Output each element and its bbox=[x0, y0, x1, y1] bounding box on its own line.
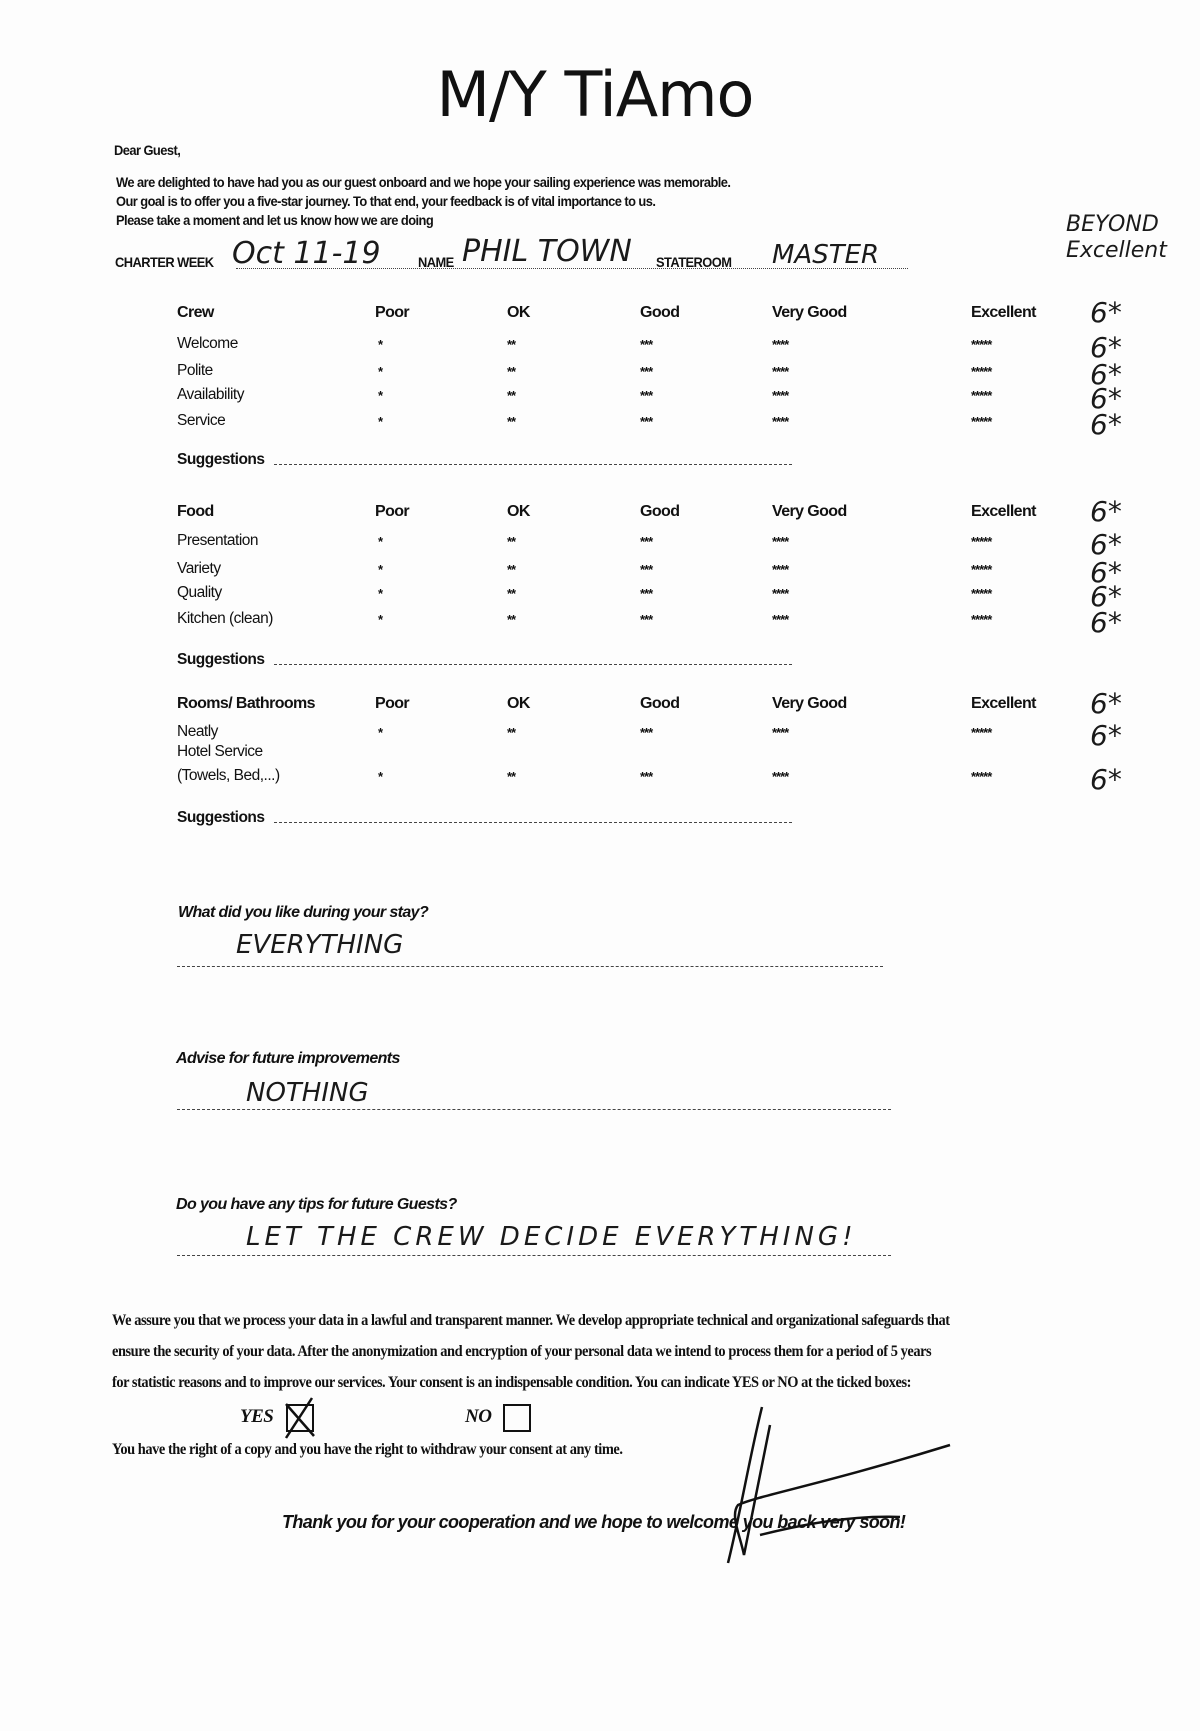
rating-option[interactable]: *** bbox=[640, 612, 653, 627]
rights-text: You have the right of a copy and you have the right to withdraw your consent at any time. bbox=[112, 1441, 623, 1458]
section-title: Rooms/ Bathrooms bbox=[177, 695, 315, 712]
rating-option[interactable]: *** bbox=[640, 586, 653, 601]
intro-line-3: Please take a moment and let us know how we are doing bbox=[116, 212, 434, 228]
rating-column-header: Poor bbox=[375, 695, 410, 712]
rating-column-header: Very Good bbox=[772, 503, 847, 520]
rating-option[interactable]: *** bbox=[640, 337, 653, 352]
rating-option[interactable]: * bbox=[378, 562, 383, 577]
rating-option[interactable]: ***** bbox=[971, 364, 992, 379]
rating-row-label: Polite bbox=[177, 362, 213, 379]
rating-row-label: Variety bbox=[177, 560, 221, 577]
margin-note-line-1: BEYOND bbox=[1066, 212, 1159, 237]
rating-option[interactable]: *** bbox=[640, 534, 653, 549]
rating-column-header: Good bbox=[640, 503, 680, 520]
consent-line-2: ensure the security of your data. After the anonymization and encryption of your personal data we intend to process them for a period of 5 years bbox=[112, 1343, 932, 1360]
rating-option[interactable]: ***** bbox=[971, 769, 992, 784]
suggestions-field[interactable] bbox=[274, 822, 792, 823]
rating-option[interactable]: ** bbox=[507, 612, 516, 627]
rating-row-label: Hotel Service bbox=[177, 743, 263, 760]
rating-option[interactable]: **** bbox=[772, 337, 789, 352]
yes-checkbox[interactable] bbox=[286, 1404, 314, 1432]
rating-option[interactable]: ***** bbox=[971, 612, 992, 627]
rating-option[interactable]: ** bbox=[507, 769, 516, 784]
charter-week-field[interactable]: Oct 11-19 bbox=[232, 236, 381, 271]
intro-line-1: We are delighted to have had you as our guest onboard and we hope your sailing experience was memorable. bbox=[116, 174, 731, 190]
consent-line-1: We assure you that we process your data in a lawful and transparent manner. We develop appropriate technical and organizational safeguards that bbox=[112, 1312, 950, 1329]
page-title: M/Y TiAmo bbox=[436, 58, 754, 131]
suggestions-field[interactable] bbox=[274, 464, 792, 465]
rating-column-header: Excellent bbox=[971, 695, 1036, 712]
answer-liked[interactable]: EVERYTHING bbox=[236, 930, 404, 960]
closing-text: Thank you for your cooperation and we hope to welcome you back very soon! bbox=[282, 1512, 906, 1532]
rating-column-header: Good bbox=[640, 304, 680, 321]
handwritten-rating: 6* bbox=[1090, 719, 1122, 752]
rating-option[interactable]: * bbox=[378, 725, 383, 740]
answer-line bbox=[177, 1255, 891, 1256]
rating-column-header: Good bbox=[640, 695, 680, 712]
yes-label: YES bbox=[240, 1406, 274, 1427]
rating-option[interactable]: ***** bbox=[971, 534, 992, 549]
handwritten-rating: 6* bbox=[1090, 408, 1122, 441]
rating-option[interactable]: * bbox=[378, 388, 383, 403]
rating-row-label: Availability bbox=[177, 386, 244, 403]
rating-column-header: Very Good bbox=[772, 695, 847, 712]
rating-row-label: Service bbox=[177, 412, 226, 429]
answer-improvements[interactable]: NOTHING bbox=[246, 1078, 369, 1108]
rating-option[interactable]: ** bbox=[507, 388, 516, 403]
rating-row-label: Quality bbox=[177, 584, 222, 601]
rating-column-header: Poor bbox=[375, 304, 410, 321]
handwritten-rating: 6* bbox=[1090, 495, 1122, 528]
suggestions-field[interactable] bbox=[274, 664, 792, 665]
stateroom-field[interactable]: MASTER bbox=[772, 240, 880, 270]
handwritten-rating: 6* bbox=[1090, 331, 1122, 364]
handwritten-rating: 6* bbox=[1090, 296, 1122, 329]
charter-week-label: CHARTER WEEK bbox=[115, 254, 214, 270]
name-label: NAME bbox=[418, 254, 454, 270]
rating-option[interactable]: *** bbox=[640, 388, 653, 403]
handwritten-rating: 6* bbox=[1090, 528, 1122, 561]
rating-row-label-detail: (Towels, Bed,...) bbox=[177, 767, 280, 784]
rating-option[interactable]: **** bbox=[772, 586, 789, 601]
handwritten-rating: 6* bbox=[1090, 556, 1122, 589]
no-label: NO bbox=[465, 1406, 492, 1427]
rating-option[interactable]: **** bbox=[772, 612, 789, 627]
rating-option[interactable]: **** bbox=[772, 725, 789, 740]
check-x-icon bbox=[280, 1396, 320, 1440]
rating-row-label: Kitchen (clean) bbox=[177, 610, 273, 627]
rating-option[interactable]: **** bbox=[772, 388, 789, 403]
rating-option[interactable]: ** bbox=[507, 364, 516, 379]
rating-option[interactable]: **** bbox=[772, 534, 789, 549]
name-field[interactable]: PHIL TOWN bbox=[462, 234, 632, 269]
section-title: Food bbox=[177, 503, 214, 520]
rating-option[interactable]: * bbox=[378, 769, 383, 784]
rating-option[interactable]: ** bbox=[507, 562, 516, 577]
rating-option[interactable]: * bbox=[378, 586, 383, 601]
rating-option[interactable]: * bbox=[378, 534, 383, 549]
rating-option[interactable]: **** bbox=[772, 769, 789, 784]
section-title: Crew bbox=[177, 304, 214, 321]
question-improvements: Advise for future improvements bbox=[176, 1050, 400, 1067]
rating-option[interactable]: * bbox=[378, 364, 383, 379]
suggestions-label: Suggestions bbox=[177, 809, 265, 826]
rating-option[interactable]: **** bbox=[772, 364, 789, 379]
answer-line bbox=[177, 966, 883, 967]
handwritten-rating: 6* bbox=[1090, 358, 1122, 391]
rating-option[interactable]: *** bbox=[640, 364, 653, 379]
margin-note-line-2: Excellent bbox=[1066, 238, 1167, 263]
answer-tips[interactable]: LET THE CREW DECIDE EVERYTHING! bbox=[246, 1222, 857, 1252]
consent-line-3: for statistic reasons and to improve our services. Your consent is an indispensable condition. You can indicate YES or NO at the ticked boxes: bbox=[112, 1374, 911, 1391]
handwritten-rating: 6* bbox=[1090, 382, 1122, 415]
no-checkbox[interactable] bbox=[503, 1404, 531, 1432]
rating-option[interactable]: ***** bbox=[971, 414, 992, 429]
handwritten-rating: 6* bbox=[1090, 606, 1122, 639]
rating-option[interactable]: ** bbox=[507, 337, 516, 352]
greeting: Dear Guest, bbox=[114, 142, 181, 158]
rating-column-header: Excellent bbox=[971, 304, 1036, 321]
rating-option[interactable]: **** bbox=[772, 414, 789, 429]
rating-option[interactable]: *** bbox=[640, 562, 653, 577]
rating-column-header: OK bbox=[507, 304, 530, 321]
rating-column-header: Excellent bbox=[971, 503, 1036, 520]
rating-option[interactable]: ***** bbox=[971, 337, 992, 352]
rating-option[interactable]: *** bbox=[640, 725, 653, 740]
handwritten-rating: 6* bbox=[1090, 687, 1122, 720]
rating-option[interactable]: * bbox=[378, 414, 383, 429]
rating-option[interactable]: ***** bbox=[971, 562, 992, 577]
stateroom-label: STATEROOM bbox=[656, 254, 732, 270]
rating-option[interactable]: ** bbox=[507, 725, 516, 740]
rating-column-header: Very Good bbox=[772, 304, 847, 321]
rating-option[interactable]: ** bbox=[507, 534, 516, 549]
rating-option[interactable]: ***** bbox=[971, 586, 992, 601]
rating-option[interactable]: **** bbox=[772, 562, 789, 577]
rating-row-label: Welcome bbox=[177, 335, 238, 352]
rating-column-header: OK bbox=[507, 695, 530, 712]
rating-row-label: Presentation bbox=[177, 532, 259, 549]
rating-option[interactable]: *** bbox=[640, 414, 653, 429]
intro-line-2: Our goal is to offer you a five-star journey. To that end, your feedback is of vital importance to us. bbox=[116, 193, 656, 209]
rating-option[interactable]: ** bbox=[507, 414, 516, 429]
answer-line bbox=[177, 1109, 891, 1110]
rating-row-label: Neatly bbox=[177, 723, 218, 740]
suggestions-label: Suggestions bbox=[177, 651, 265, 668]
handwritten-rating: 6* bbox=[1090, 763, 1122, 796]
question-liked: What did you like during your stay? bbox=[178, 904, 429, 921]
suggestions-label: Suggestions bbox=[177, 451, 265, 468]
rating-option[interactable]: * bbox=[378, 337, 383, 352]
rating-column-header: OK bbox=[507, 503, 530, 520]
rating-option[interactable]: ***** bbox=[971, 725, 992, 740]
question-tips: Do you have any tips for future Guests? bbox=[176, 1196, 457, 1213]
rating-option[interactable]: ** bbox=[507, 586, 516, 601]
handwritten-rating: 6* bbox=[1090, 580, 1122, 613]
rating-option[interactable]: * bbox=[378, 612, 383, 627]
signature bbox=[700, 1395, 960, 1575]
rating-option[interactable]: ***** bbox=[971, 388, 992, 403]
rating-option[interactable]: *** bbox=[640, 769, 653, 784]
rating-column-header: Poor bbox=[375, 503, 410, 520]
